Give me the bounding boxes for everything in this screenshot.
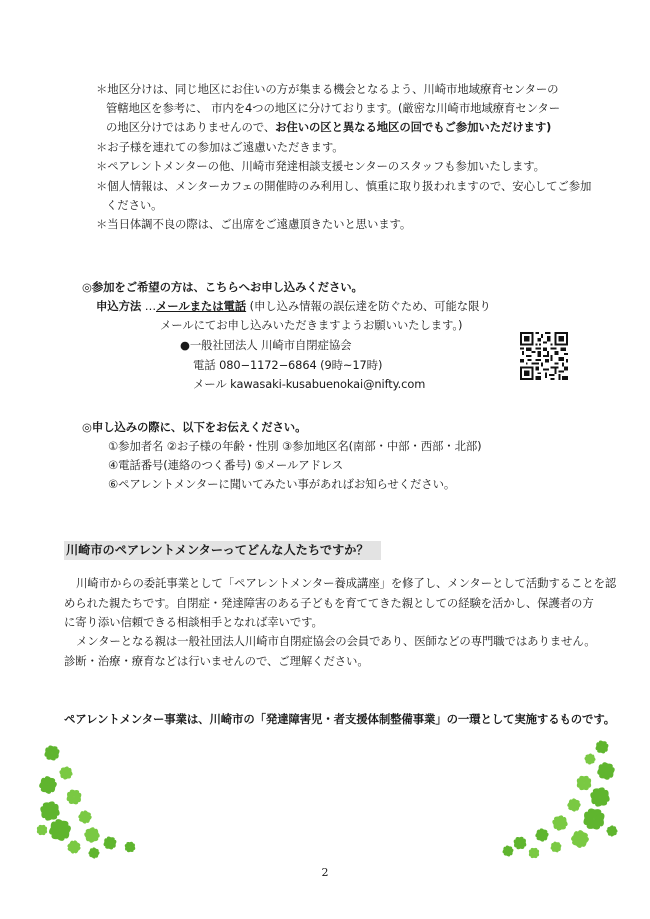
note-children: ＊お子様を連れての参加はご遠慮いただきます。	[96, 140, 344, 154]
clover-leaf	[77, 809, 94, 826]
note-illness: ＊当日体調不良の際は、ご出席をご遠慮頂きたいと思います。	[96, 217, 412, 231]
clover-leaf	[87, 846, 101, 860]
clover-leaf	[529, 848, 539, 858]
contact-email[interactable]: メール kawasaki-kusabuenokai@nifty.com	[193, 377, 426, 391]
clover-leaf	[38, 775, 59, 796]
clover-leaf	[550, 841, 562, 853]
application-method	[96, 297, 491, 316]
clover-leaf	[58, 765, 73, 780]
clover-leaf	[566, 797, 582, 813]
clover-leaf	[103, 836, 117, 850]
clover-leaf	[44, 745, 61, 762]
contact-org: ●一般社団法人 川崎市自閉症協会	[180, 338, 352, 352]
section-heading: 川崎市のペアレントメンターってどんな人たちですか？	[66, 543, 369, 557]
application-title: ◎参加をご希望の方は、こちらへお申し込みください。	[82, 280, 363, 294]
clover-leaf	[83, 826, 101, 844]
section-line-5: 診断・治療・療育などは行いませんので、ご理解ください。	[64, 654, 369, 668]
qr-code-icon[interactable]	[520, 332, 568, 380]
method-label: 申込方法	[96, 299, 142, 313]
clover-leaf	[583, 752, 596, 765]
four-leaf-clover-icon	[494, 735, 624, 860]
note-district-cont1: 管轄地区を参考に、 市内を4つの地区に分けております。(厳密な川崎市地域療育センター	[106, 101, 560, 115]
four-leaf-clover-icon	[30, 735, 160, 860]
clover-leaf	[596, 761, 616, 781]
info-request-row2: ④電話番号(連絡のつく番号) ⑤メールアドレス	[108, 458, 344, 472]
note-district: ＊地区分けは、同じ地区にお住いの方が集まる機会となるよう、川崎市地域療育センターの	[96, 82, 559, 96]
note-staff: ＊ペアレントメンターの他、川崎市発達相談支援センターのスタッフも参加いたします。	[96, 159, 545, 173]
clover-leaf	[551, 814, 569, 832]
clover-leaf	[66, 789, 82, 805]
clover-leaf	[47, 817, 72, 842]
page-number: 2	[321, 866, 329, 879]
clover-leaf	[502, 845, 515, 858]
section-line-1: 川崎市からの委託事業として「ペアレントメンター養成講座」を修了し、メンターとして活動することを認	[76, 576, 617, 590]
clover-leaf	[569, 828, 591, 850]
clover-leaf	[589, 786, 610, 807]
clover-leaf	[513, 836, 526, 849]
clover-leaf	[39, 800, 60, 821]
note-district-cont2	[106, 118, 551, 137]
note-district-cont2-plain: の地区分けではありませんので、	[106, 120, 276, 134]
info-request-row1: ①参加者名 ②お子様の年齢・性別 ③参加地区名(南部・中部・西部・北部)	[108, 439, 482, 453]
method-value: メールまたは電話	[156, 299, 247, 313]
clover-leaf	[37, 825, 47, 835]
section-line-4: メンターとなる親は一般社団法人川崎市自閉症協会の会員であり、医師などの専門職ではありません。	[76, 634, 596, 648]
clover-leaf	[583, 808, 605, 830]
clover-leaf	[595, 740, 609, 754]
clover-leaf	[124, 841, 135, 852]
note-district-emphasis: お住いの区と異なる地区の回でもご参加いただけます)	[275, 120, 552, 134]
section-line-2: められた親たちです。自閉症・発達障害のある子どもを育ててきた親としての経験を活かし、保護者の方	[64, 596, 594, 610]
method-sep: …	[144, 299, 156, 313]
section-line-3: に寄り添い信頼できる相談相手となれば幸いです。	[64, 615, 323, 629]
clover-leaf	[65, 838, 82, 855]
info-request-row3: ⑥ペアレントメンターに聞いてみたい事があればお知らせください。	[108, 477, 456, 491]
method-note: (申し込み情報の誤伝達を防ぐため、可能な限り	[249, 299, 491, 313]
clover-leaf	[605, 824, 619, 838]
footer-statement: ペアレントメンター事業は、川崎市の「発達障害児・者支援体制整備事業」の一環として実施するものです。	[64, 712, 616, 726]
contact-phone: 電話 080−1172−6864 (9時~17時)	[193, 358, 383, 372]
note-privacy-cont: ください。	[106, 198, 163, 212]
method-note-cont: メールにてお申し込みいただきますようお願いいたします。)	[160, 318, 463, 332]
clover-leaf	[534, 827, 550, 843]
note-privacy: ＊個人情報は、メンターカフェの開催時のみ利用し、慎重に取り扱われますので、安心してご参加	[96, 179, 592, 193]
info-request-title: ◎申し込みの際に、以下をお伝えください。	[82, 420, 307, 434]
clover-leaf	[577, 776, 591, 790]
